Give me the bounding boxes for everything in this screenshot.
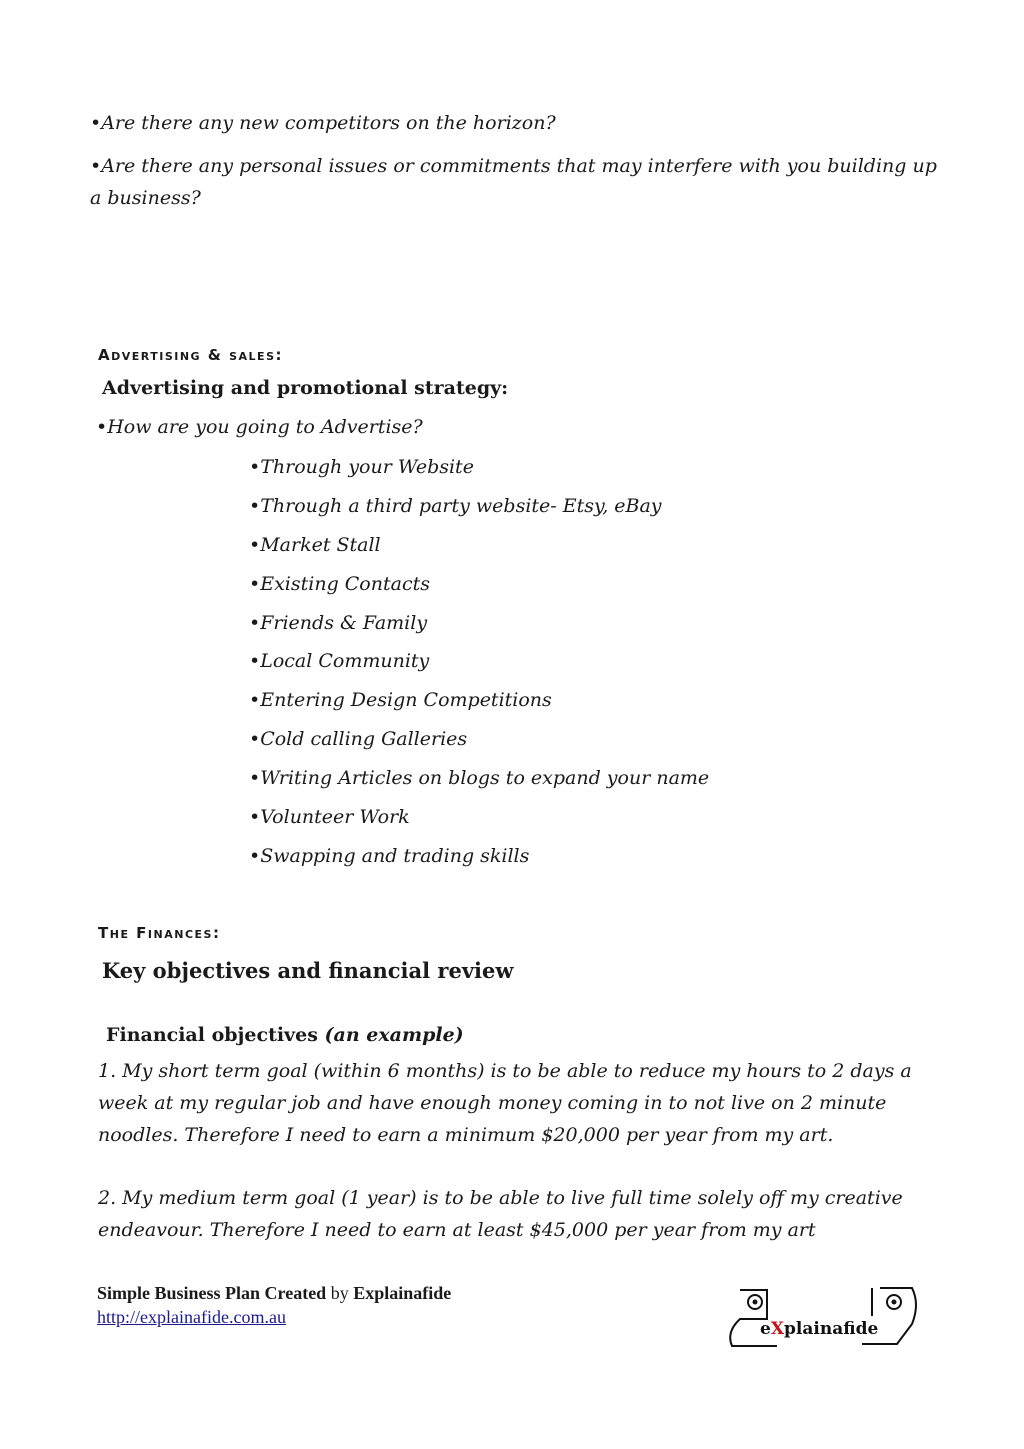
footer-company: Explainafide <box>353 1283 452 1303</box>
question-advertise: •How are you going to Advertise? <box>96 416 423 438</box>
subheading-key-objectives: Key objectives and financial review <box>102 958 514 983</box>
list-item: •Market Stall <box>249 533 381 556</box>
footer-website-link[interactable]: http://explainafide.com.au <box>97 1307 286 1327</box>
list-item: •Through your Website <box>249 456 474 478</box>
list-item: •Volunteer Work <box>249 806 410 829</box>
logo-letter-x: X <box>770 1319 785 1339</box>
section-heading-finances: The Finances: <box>98 924 221 942</box>
explainafide-logo <box>722 1284 922 1354</box>
section-heading-advertising: Advertising & sales: <box>98 346 283 364</box>
footer-created-by <box>97 1281 451 1305</box>
list-item: •Local Community <box>249 650 430 673</box>
question-competitors: •Are there any new competitors on the horizon? <box>90 112 556 134</box>
subheading-promotional-strategy: Advertising and promotional strategy: <box>102 377 509 399</box>
subheading-financial-objectives <box>106 1024 464 1046</box>
list-item: •Existing Contacts <box>249 572 430 595</box>
list-item: •Writing Articles on blogs to expand your name <box>249 767 710 790</box>
list-item: •Entering Design Competitions <box>249 689 552 712</box>
logo-text-rest: plainafide <box>784 1319 879 1339</box>
goal-medium-term: 2. My medium term goal (1 year) is to be able to live full time solely off my creative endeavour. Therefore I need to earn at least $45,000 per year from my art <box>98 1187 903 1241</box>
footer-credit <box>97 1281 451 1329</box>
goal-short-term: 1. My short term goal (within 6 months) is to be able to reduce my hours to 2 days a week at my regular job and have enough money coming in to not live on 2 minute noodles. Therefore I need to earn a minimum $20,000 per year from my art. <box>98 1060 912 1146</box>
list-item: •Cold calling Galleries <box>249 728 468 751</box>
list-item: •Through a third party website- Etsy, eBay <box>249 494 662 517</box>
advertising-methods-list <box>249 455 709 883</box>
footer-by: by <box>326 1283 354 1303</box>
logo-letter-e: e <box>760 1319 771 1339</box>
financial-objectives-example: (an example) <box>324 1024 464 1046</box>
financial-objectives-label: Financial objectives <box>106 1024 318 1046</box>
list-item: •Swapping and trading skills <box>249 844 530 867</box>
question-personal-issues: •Are there any personal issues or commitments that may interfere with you building up a business? <box>90 155 937 209</box>
svg-text:eXplainafide <box>760 1319 878 1339</box>
list-item: •Friends & Family <box>249 611 428 634</box>
footer-plan-label: Simple Business Plan Created <box>97 1283 327 1303</box>
